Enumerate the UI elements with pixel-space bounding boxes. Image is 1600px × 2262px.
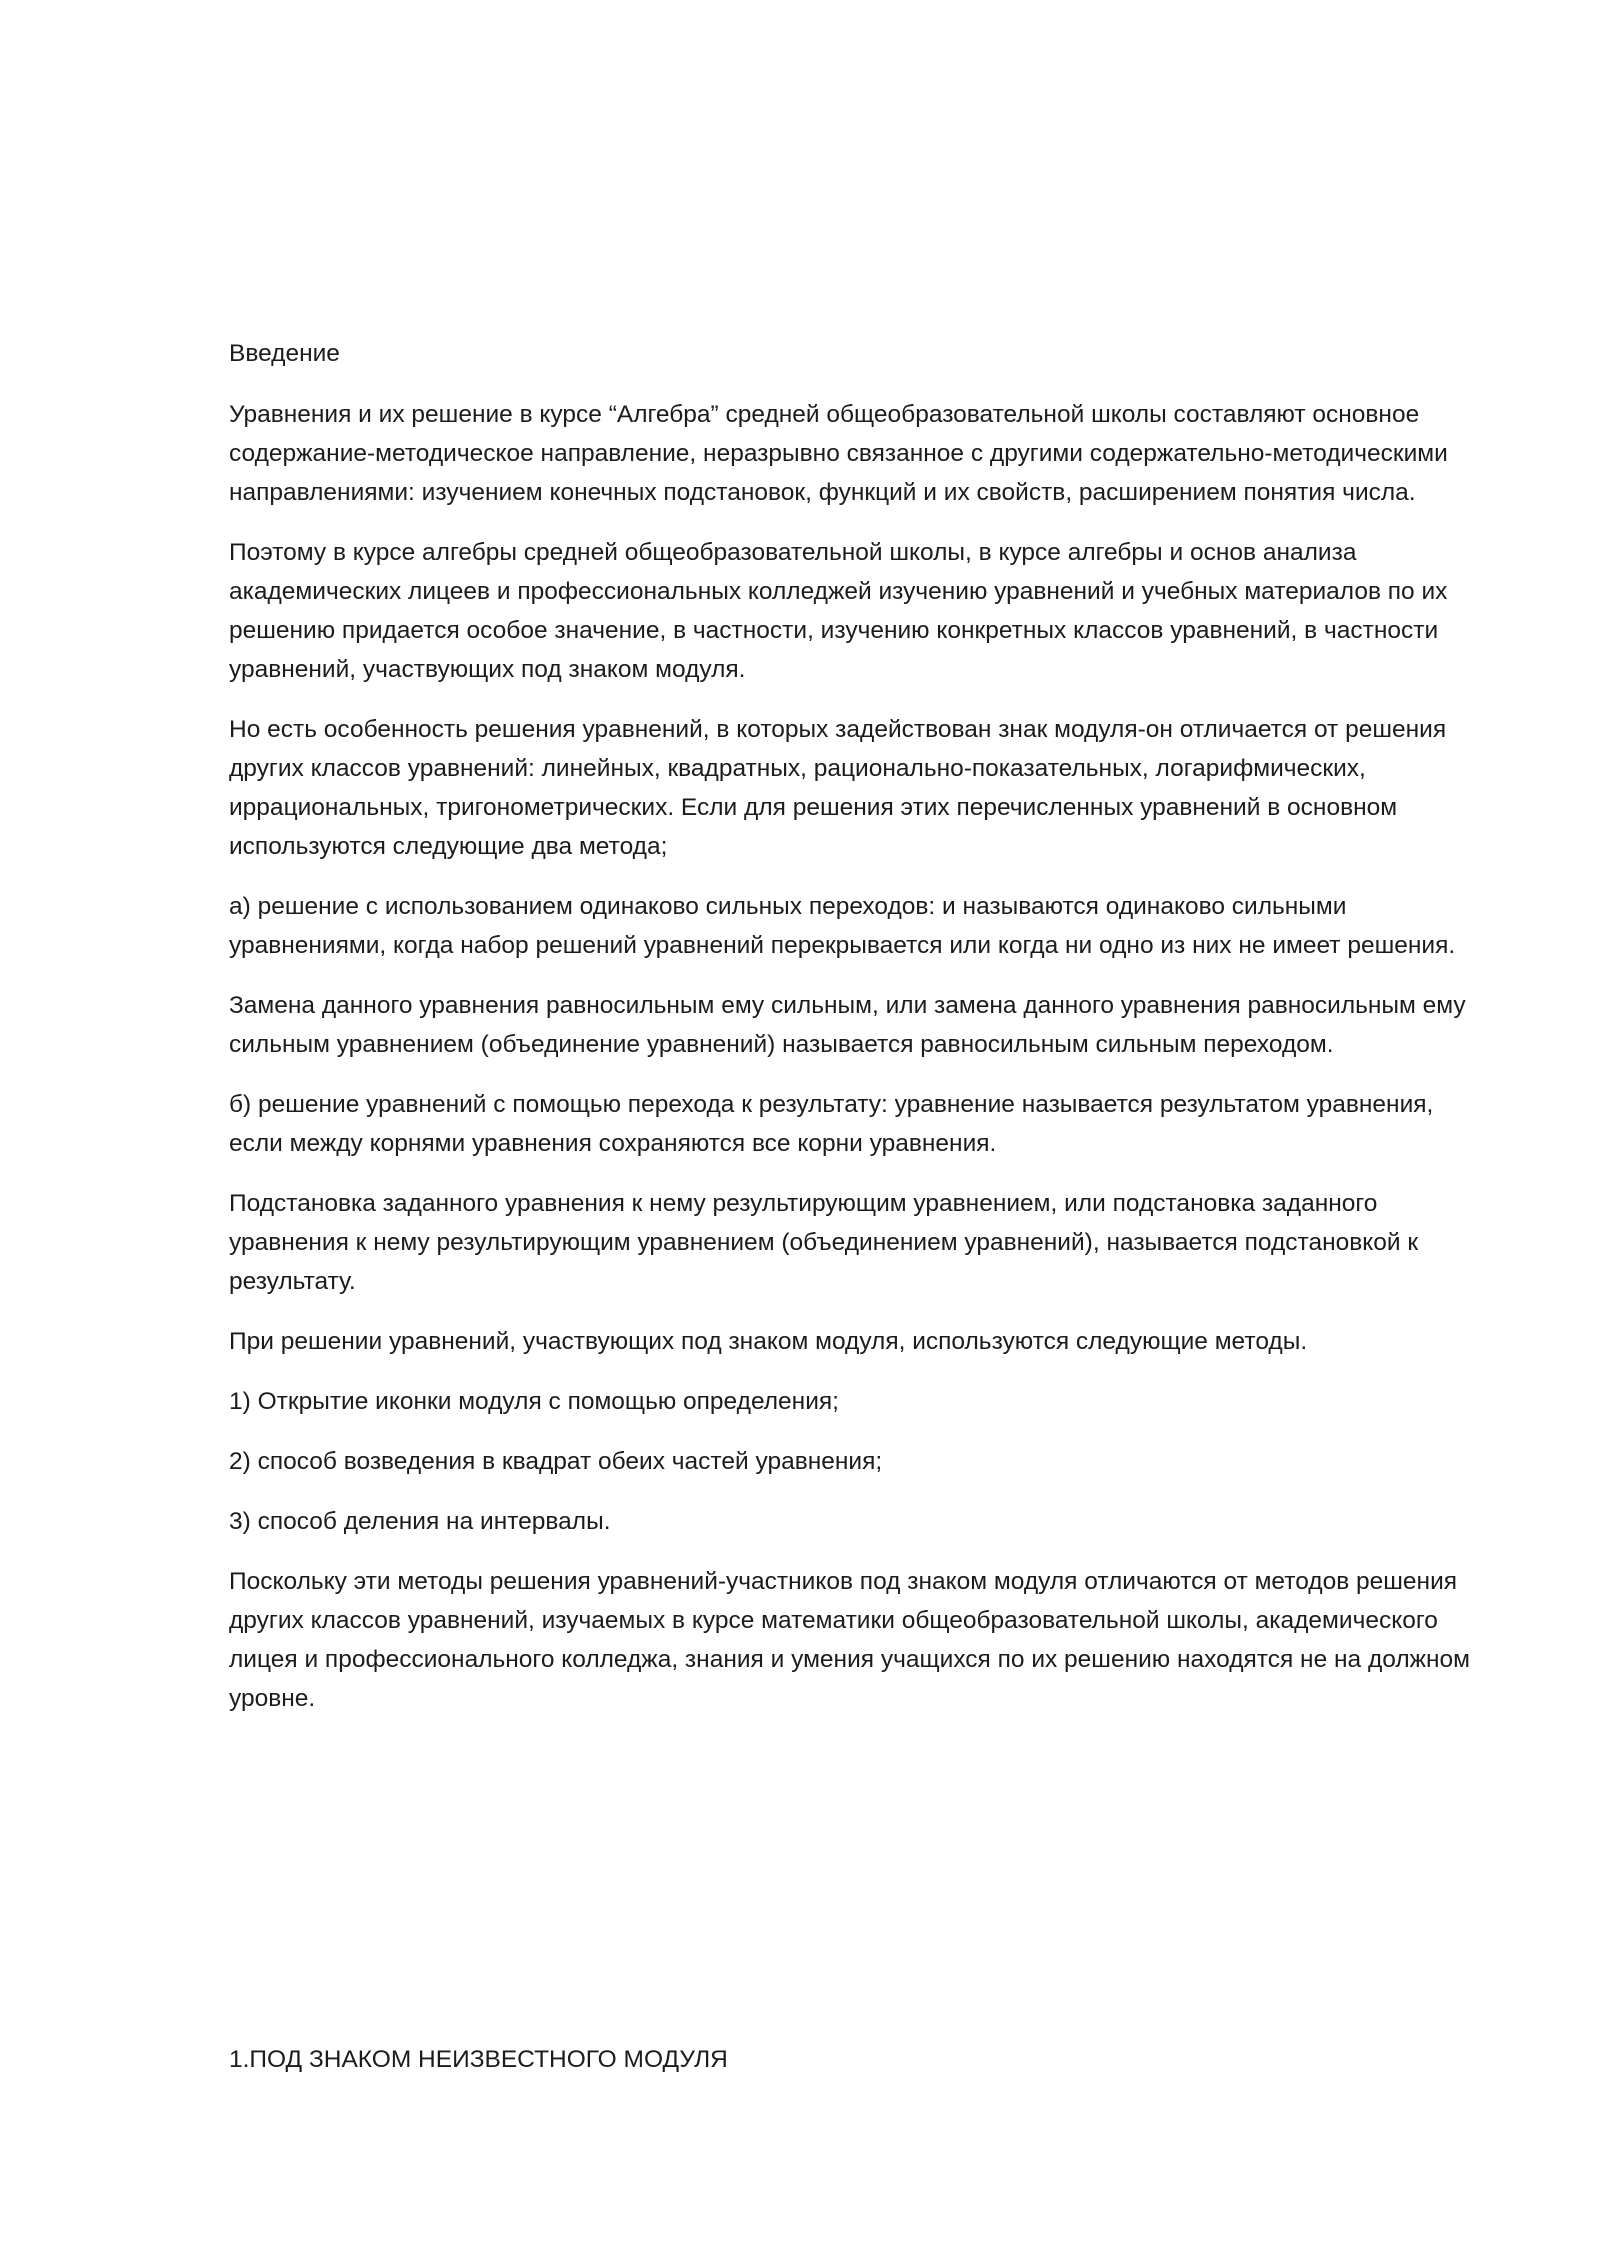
- list-item-1: 1) Открытие иконки модуля с помощью определения;: [229, 1388, 839, 1415]
- paragraph-1: Уравнения и их решение в курсе “Алгебра” средней общеобразовательной школы составляют основное содержание-методическое направление, неразрывно связанное с другими содержательно-методическими направлениями: изучением конечных подстановок, функций и их свойств, расширением понятия числа.: [229, 401, 1448, 506]
- paragraph-7: Подстановка заданного уравнения к нему результирующим уравнением, или подстановка заданного уравнения к нему результирующим уравнением (объединением уравнений), называется подстановкой к результату.: [229, 1190, 1419, 1295]
- paragraph-9: Поскольку эти методы решения уравнений-участников под знаком модуля отличаются от методов решения других классов уравнений, изучаемых в курсе математики общеобразовательной школы, академического лицея и профессионального колледжа, знания и умения учащихся по их решению находятся не на должном уровне.: [229, 1568, 1471, 1712]
- paragraph-3: Но есть особенность решения уравнений, в которых задействован знак модуля-он отличается от решения других классов уравнений: линейных, квадратных, рационально-показательных, логарифмических, иррациональных, тригонометрических. Если для решения этих перечисленных уравнений в основном используются следующие два метода;: [229, 716, 1447, 860]
- list-item-3: 3) способ деления на интервалы.: [229, 1508, 611, 1535]
- section-title: 1.ПОД ЗНАКОМ НЕИЗВЕСТНОГО МОДУЛЯ: [229, 2046, 728, 2073]
- paragraph-2: Поэтому в курсе алгебры средней общеобразовательной школы, в курсе алгебры и основ анализа академических лицеев и профессиональных колледжей изучению уравнений и учебных материалов по их решению придается особое значение, в частности, изучению конкретных классов уравнений, в частности уравнений, участвующих под знаком модуля.: [229, 539, 1448, 683]
- intro-heading: Введение: [229, 340, 340, 367]
- paragraph-5: Замена данного уравнения равносильным ему сильным, или замена данного уравнения равносильным ему сильным уравнением (объединение уравнений) называется равносильным сильным переходом.: [229, 992, 1466, 1058]
- paragraph-4: а) решение с использованием одинаково сильных переходов: и называются одинаково сильными уравнениями, когда набор решений уравнений перекрывается или когда ни одно из них не имеет решения.: [229, 893, 1456, 959]
- document-body: [229, 334, 1481, 1739]
- list-item-2: 2) способ возведения в квадрат обеих частей уравнения;: [229, 1448, 883, 1475]
- paragraph-8: При решении уравнений, участвующих под знаком модуля, используются следующие методы.: [229, 1328, 1308, 1355]
- paragraph-6: б) решение уравнений с помощью перехода к результату: уравнение называется результатом уравнения, если между корнями уравнения сохраняются все корни уравнения.: [229, 1091, 1434, 1157]
